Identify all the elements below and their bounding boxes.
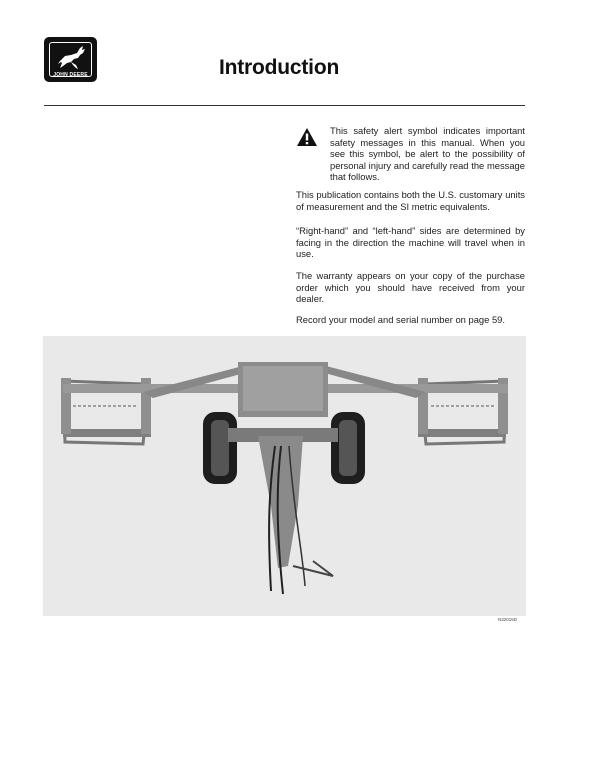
page-title: Introduction: [219, 56, 340, 79]
sides-paragraph: “Right-hand” and “left-hand” sides are determined by facing in the direction the machine will travel when in use.: [296, 225, 525, 260]
header-divider: [44, 105, 525, 106]
machine-photo: [43, 336, 526, 616]
units-paragraph: This publication contains both the U.S. customary units of measurement and the SI metric equivalents.: [296, 189, 525, 212]
leaping-deer-icon: [54, 44, 91, 72]
warning-triangle-icon: [296, 127, 318, 147]
figure-reference: N32015D: [498, 617, 518, 622]
john-deere-logo: [44, 37, 97, 82]
logo-text: JOHN DEERE: [53, 72, 88, 78]
serial-number-paragraph: Record your model and serial number on page 59.: [296, 314, 505, 325]
safety-alert-text: This safety alert symbol indicates important safety messages in this manual. When you see this symbol, be alert to the possibility of personal injury and carefully read the message that follows.: [330, 125, 525, 183]
warranty-paragraph: The warranty appears on your copy of the purchase order which you should have received from your dealer.: [296, 270, 525, 305]
